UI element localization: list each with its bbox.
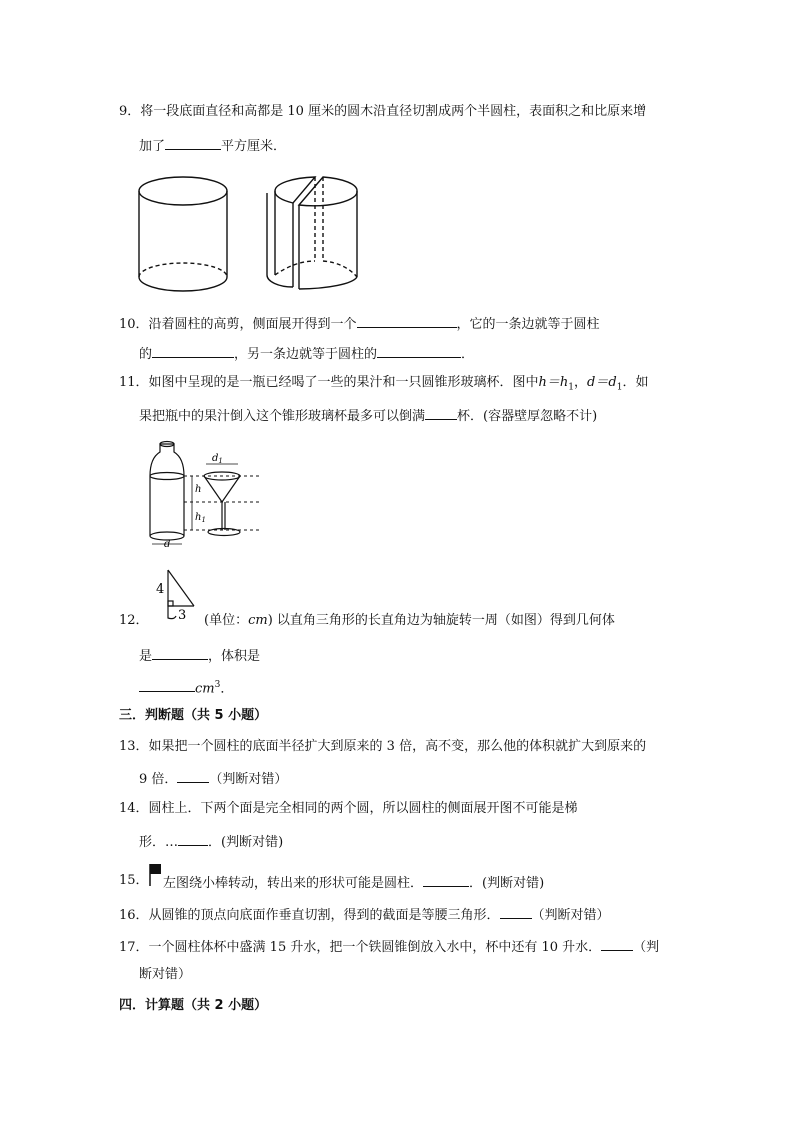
q15-text-pre: 左图绕小棒转动，转出来的形状可能是圆柱． (163, 876, 424, 891)
q9-line2 (139, 135, 286, 156)
q9-text-pre: 加了 (139, 139, 166, 154)
q10-text-2pre: 的 (139, 347, 153, 362)
q15-flag-figure (146, 862, 162, 886)
label-d: d (164, 539, 171, 550)
cone-glass (204, 472, 240, 536)
q11-text-2pre: 果把瓶中的果汁倒入这个锥形玻璃杯最多可以倒满 (139, 409, 426, 424)
q15-line (119, 872, 149, 890)
q11-text-2post: 杯．(容器壁厚忽略不计) (457, 409, 598, 424)
q11-bottle-glass-figure (140, 436, 270, 548)
q16-text-post: （判断对错） (531, 908, 610, 923)
q17-text-post: （判 (633, 940, 660, 955)
q12-line2 (139, 645, 260, 666)
q13-line2 (139, 768, 287, 789)
q10-answer-blank-2[interactable] (152, 343, 234, 358)
q9-answer-blank[interactable] (165, 135, 221, 150)
q14-line1 (119, 800, 578, 818)
q17-answer-blank[interactable] (601, 936, 633, 951)
q17-line2 (139, 966, 191, 984)
q11-sep: ， (574, 375, 588, 390)
q11-answer-blank[interactable] (425, 405, 457, 420)
q10-text-pre: 10．沿着圆柱的高剪，侧面展开得到一个 (119, 317, 357, 332)
q12-line1 (119, 612, 149, 630)
q12-unit-cm: cm (195, 681, 215, 697)
q10-text-2mid: ，另一条边就等于圆柱的 (234, 347, 378, 362)
label-d1: $d_1$ (212, 453, 223, 465)
q12-text-post: ) 以直角三角形的长直角边为轴旋转一周（如图）得到几何体 (267, 613, 615, 628)
q10-line2 (139, 343, 474, 364)
q9-text-post: 平方厘米． (221, 139, 287, 154)
q11-text-pre: 11．如图中呈现的是一瓶已经喝了一些的果汁和一只圆锥形玻璃杯．图中 (119, 375, 539, 390)
label-h1: $h_1$ (195, 512, 206, 524)
section-3-title: 三．判断题（共 5 小题） (119, 708, 268, 723)
section-4-title: 四．计算题（共 2 小题） (119, 998, 268, 1013)
q12-unit-sup: 3 (214, 680, 221, 690)
q16-line (119, 904, 610, 925)
q11-sub-2: 1 (616, 382, 623, 393)
q13-text-2pre: 9 倍． (139, 772, 178, 787)
q11-text-post: ．如 (622, 375, 649, 390)
q11-line1 (119, 374, 648, 397)
q15-text-post: ．(判断对错) (469, 876, 545, 891)
q12-num: 12． (119, 613, 149, 628)
q14-line2 (139, 831, 283, 852)
q11-line2 (139, 405, 597, 426)
q14-text-1: 14．圆柱上．下两个面是完全相同的两个圆，所以圆柱的侧面展开图不可能是梯 (119, 801, 578, 816)
q11-math-h: h＝h (538, 375, 569, 390)
q9-text-line1: 9．将一段底面直径和高都是 10 厘米的圆木沿直径切割成两个半圆柱，表面积之和比原来增 (119, 104, 647, 119)
q13-text-1: 13．如果把一个圆柱的底面半径扩大到原来的 3 倍，高不变，那么他的体积就扩大到原来的 (119, 739, 647, 754)
q13-answer-blank[interactable] (177, 768, 209, 783)
cylinder-whole (139, 177, 227, 291)
q12-text-2pre: 是 (139, 649, 153, 664)
q13-text-2post: （判断对错） (209, 772, 288, 787)
q12-answer-blank-1[interactable] (152, 645, 208, 660)
q12-text-pre: (单位： (204, 613, 249, 628)
q9-line1 (119, 103, 646, 121)
q12-line1-text (204, 612, 615, 630)
label-h: h (195, 484, 202, 495)
q10-answer-blank-1[interactable] (357, 313, 457, 328)
q12-triangle-figure (152, 566, 202, 626)
q10-answer-blank-3[interactable] (377, 343, 461, 358)
q12-label-4: 4 (156, 582, 165, 597)
q17-text-2: 断对错） (139, 967, 192, 982)
juice-bottle (150, 442, 184, 541)
q17-line1 (119, 936, 659, 957)
q12-text-3post: ． (220, 681, 234, 697)
q12-answer-blank-2[interactable] (139, 677, 195, 692)
q14-text-2pre: 形．… (139, 835, 179, 850)
q12-text-2post: ，体积是 (208, 649, 261, 664)
q16-text-pre: 16．从圆锥的顶点向底面作垂直切割，得到的截面是等腰三角形． (119, 908, 500, 923)
q14-text-2post: ．(判断对错) (208, 835, 284, 850)
q11-math-d: d＝d (587, 375, 617, 390)
q15-answer-blank[interactable] (423, 872, 469, 887)
q15-text-line (163, 872, 544, 893)
q11-sub-1: 1 (568, 382, 575, 393)
q12-label-3: 3 (178, 608, 187, 623)
q16-answer-blank[interactable] (500, 904, 532, 919)
q10-line1 (119, 313, 600, 334)
q10-text-2post: ． (461, 347, 475, 362)
q12-line3 (139, 676, 233, 698)
cylinder-cut (267, 177, 357, 289)
q15-num: 15． (119, 873, 149, 888)
q14-answer-blank[interactable] (178, 831, 208, 846)
q12-unit: cm (248, 613, 268, 628)
q17-text-pre: 17．一个圆柱体杯中盛满 15 升水，把一个铁圆锥倒放入水中，杯中还有 10 升水． (119, 940, 602, 955)
q10-text-post: ，它的一条边就等于圆柱 (456, 317, 600, 332)
q9-cylinder-figures (135, 165, 375, 295)
q13-line1 (119, 738, 646, 756)
